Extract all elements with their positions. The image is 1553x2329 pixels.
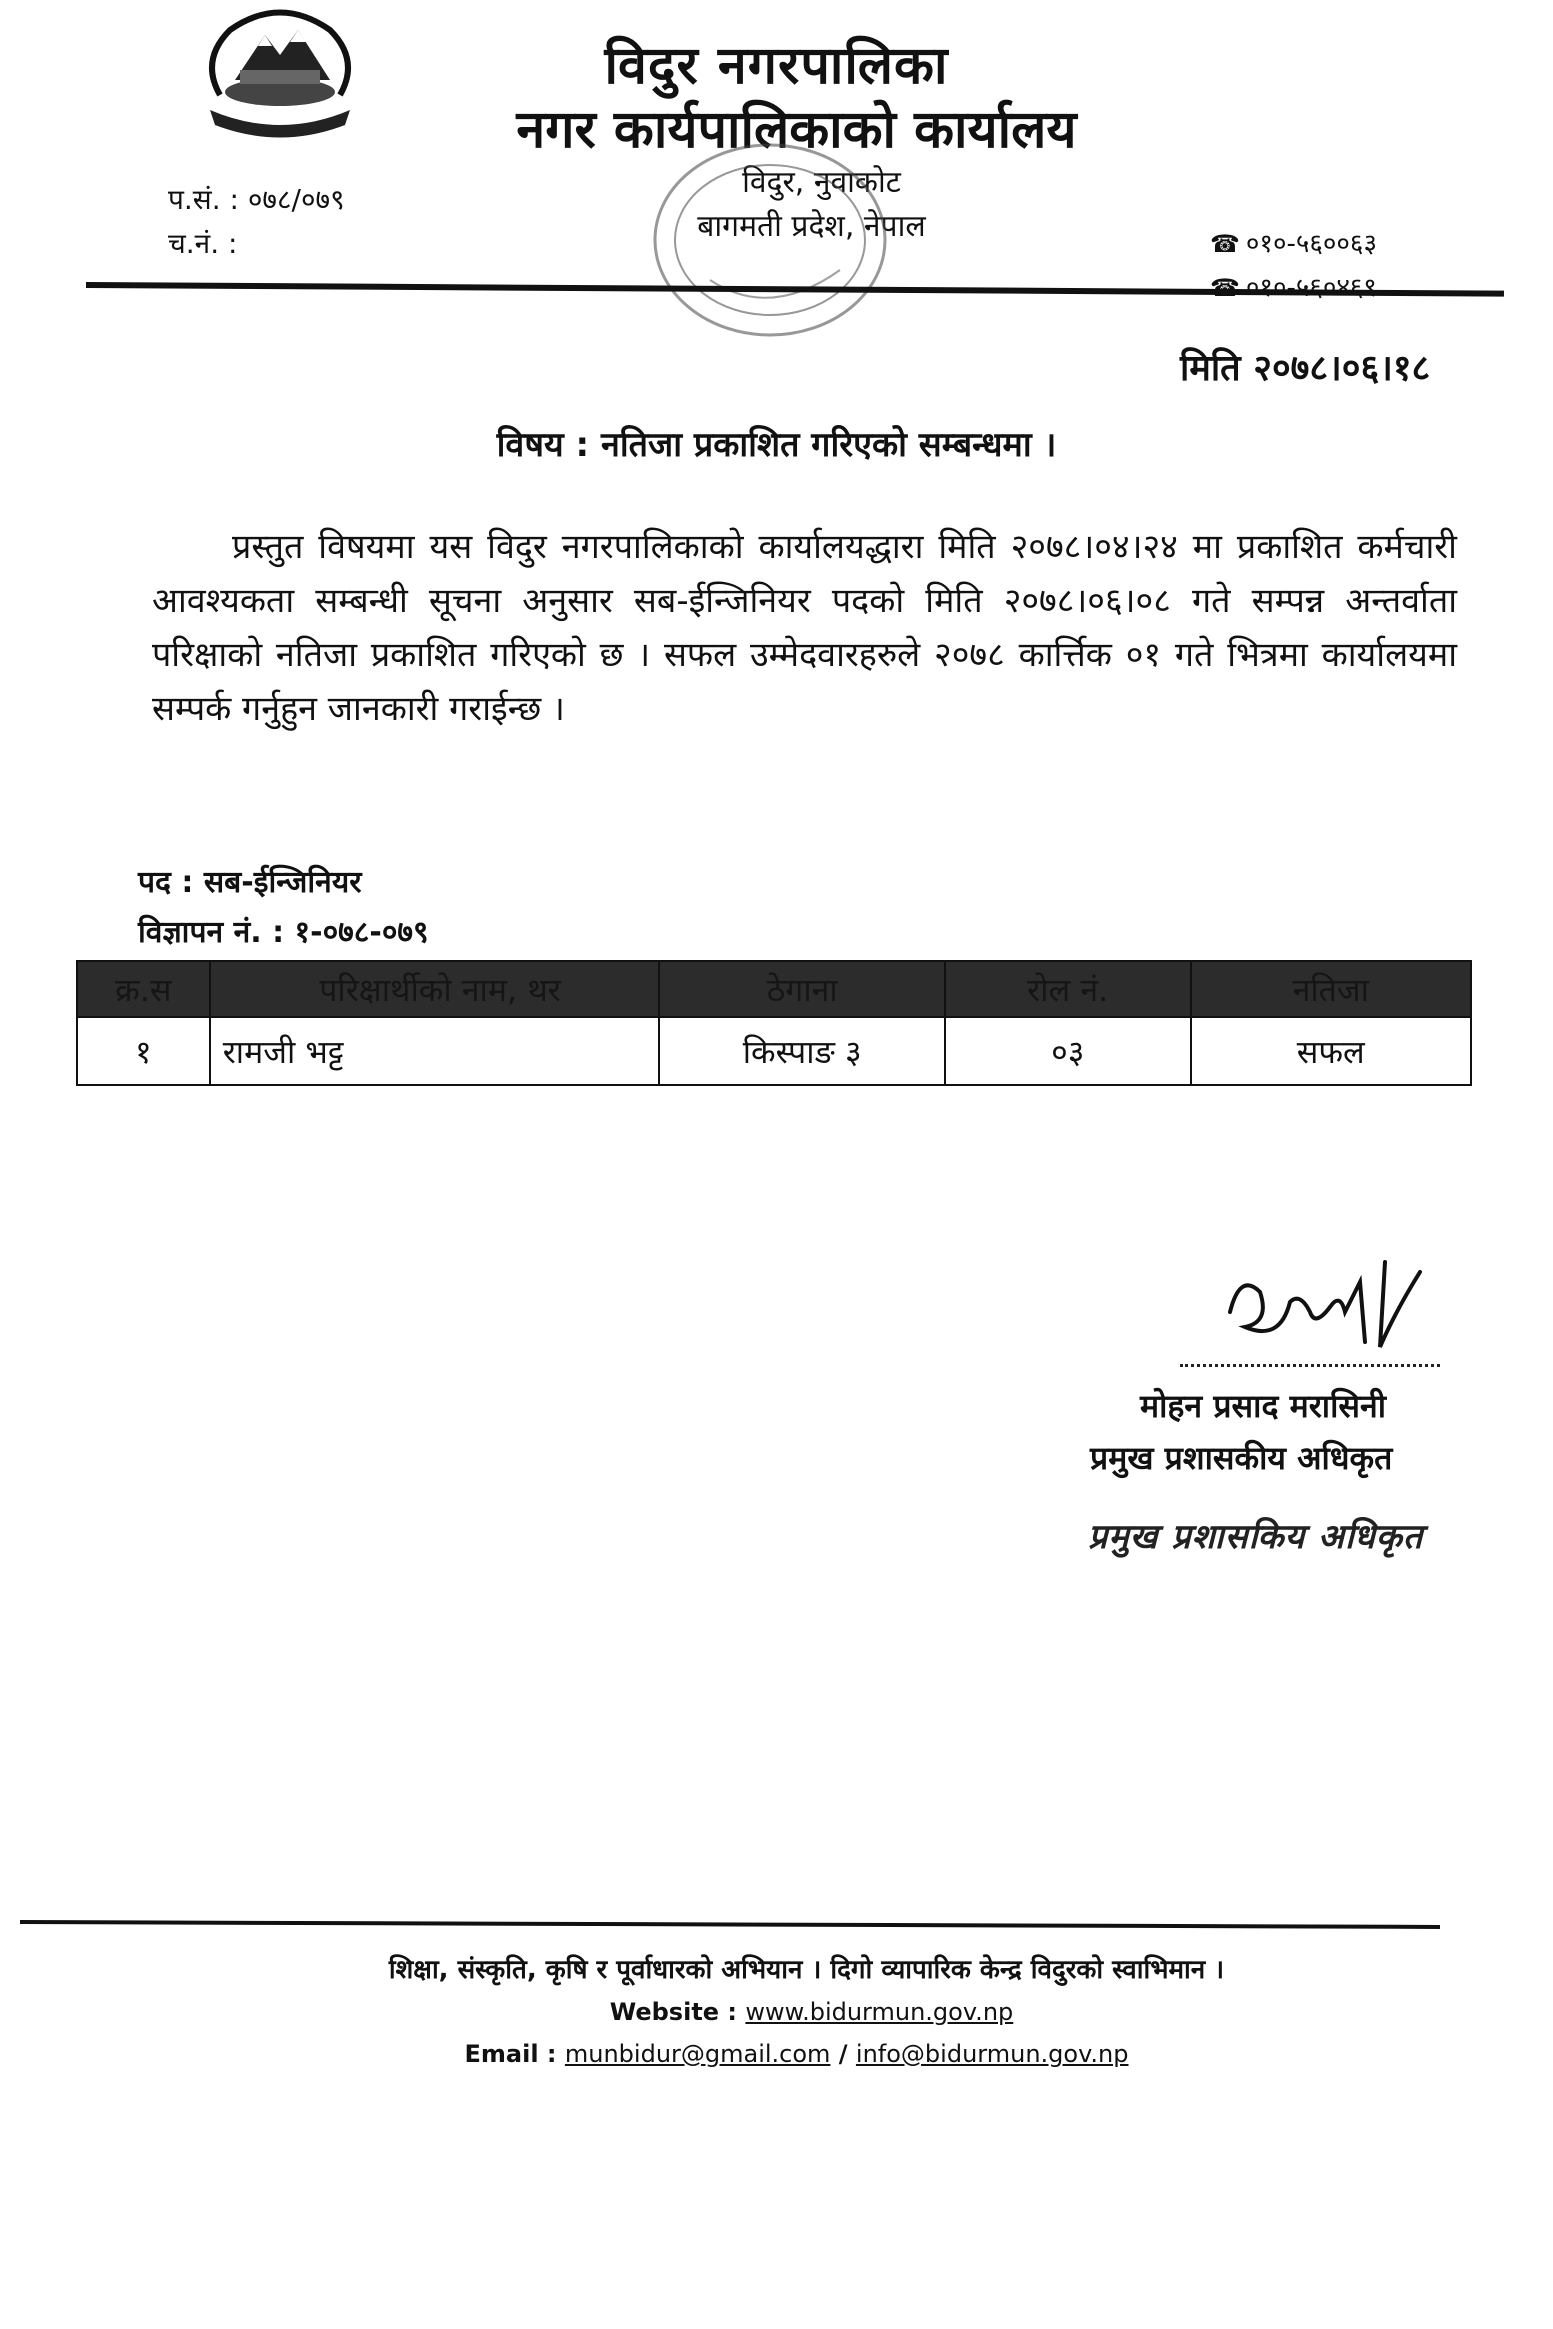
reference-block xyxy=(168,178,345,266)
signature-line xyxy=(1180,1364,1440,1367)
post-title: पद : सब-ईन्जिनियर xyxy=(138,865,362,900)
dispatch-number: च.नं. : xyxy=(168,227,238,260)
letter-date: मिति २०७८।०६।१८ xyxy=(1180,348,1431,389)
signatory-name: मोहन प्रसाद मरासिनी xyxy=(1140,1387,1387,1425)
phone-block xyxy=(1210,222,1377,310)
phone-line-2 xyxy=(1210,266,1377,310)
column-header-roll: रोल नं. xyxy=(945,961,1190,1017)
footer-email xyxy=(0,2040,1553,2068)
advertisement-number: विज्ञापन नं. : १-०७८-०७९ xyxy=(138,915,429,950)
phone-number-2: ०१०-५६०४६९ xyxy=(1245,273,1377,303)
table-header-row xyxy=(77,961,1471,1017)
cell-roll: ०३ xyxy=(945,1017,1190,1085)
handwritten-signature xyxy=(1220,1252,1440,1372)
email-link-2[interactable]: info@bidurmun.gov.np xyxy=(855,2040,1129,2068)
website-label: Website : xyxy=(609,1998,738,2026)
email-label: Email : xyxy=(464,2040,557,2068)
cell-address: किस्पाङ ३ xyxy=(659,1017,945,1085)
telephone-icon: ☎ xyxy=(1210,230,1240,258)
table-row xyxy=(77,1017,1471,1085)
footer-slogan: शिक्षा, संस्कृति, कृषि र पूर्वाधारको अभियान । दिगो व्यापारिक केन्द्र विदुरको स्वाभिमान । xyxy=(388,1955,1225,1985)
address-line-1: विदुर, नुवाकोट xyxy=(742,165,901,200)
email-separator: / xyxy=(838,2040,848,2068)
office-subtitle: नगर कार्यपालिकाको कार्यालय xyxy=(516,100,1077,160)
cell-sn: १ xyxy=(77,1017,210,1085)
letter-body: प्रस्तुत विषयमा यस विदुर नगरपालिकाको कार्यालयद्धारा मिति २०७८।०४।२४ मा प्रकाशित कर्मचारी आवश्यकता सम्बन्धी सूचना अनुसार सब-ईन्जिनियर पदको मिति २०७८।०६।०८ गते सम्पन्न अन्तर्वाता परिक्षाको नतिजा प्रकाशित गरिएको छ । सफल उम्मेदवारहरुले २०७८ कार्त्तिक ०१ गते भित्रमा कार्यालयमा सम्पर्क गर्नुहुन जानकारी गराईन्छ । xyxy=(152,527,1457,729)
footer-divider xyxy=(20,1920,1440,1929)
column-header-name: परिक्षार्थीको नाम, थर xyxy=(210,961,660,1017)
reference-number: प.सं. : ०७८/०७९ xyxy=(168,183,345,216)
letter-subject: विषय : नतिजा प्रकाशित गरिएको सम्बन्धमा । xyxy=(496,425,1057,465)
office-name: विदुर नगरपालिका xyxy=(604,36,949,96)
column-header-sn: क्र.स xyxy=(77,961,210,1017)
telephone-icon: ☎ xyxy=(1210,274,1240,302)
address-line-2: बागमती प्रदेश, नेपाल xyxy=(697,209,926,244)
column-header-address: ठेगाना xyxy=(659,961,945,1017)
office-seal-stamp xyxy=(640,130,900,360)
cell-name: रामजी भट्ट xyxy=(210,1017,660,1085)
cell-result: सफल xyxy=(1191,1017,1472,1085)
footer-website xyxy=(0,1998,1553,2026)
phone-number-1: ०१०-५६००६३ xyxy=(1245,229,1377,259)
signatory-title: प्रमुख प्रशासकीय अधिकृत xyxy=(1090,1439,1393,1477)
phone-line-1 xyxy=(1210,222,1377,266)
column-header-result: नतिजा xyxy=(1191,961,1472,1017)
email-link-1[interactable]: munbidur@gmail.com xyxy=(564,2040,831,2068)
designation-stamp: प्रमुख प्रशासकिय अधिकृत xyxy=(1088,1517,1424,1557)
website-link[interactable]: www.bidurmun.gov.np xyxy=(745,1998,1014,2026)
results-table xyxy=(76,960,1472,1086)
